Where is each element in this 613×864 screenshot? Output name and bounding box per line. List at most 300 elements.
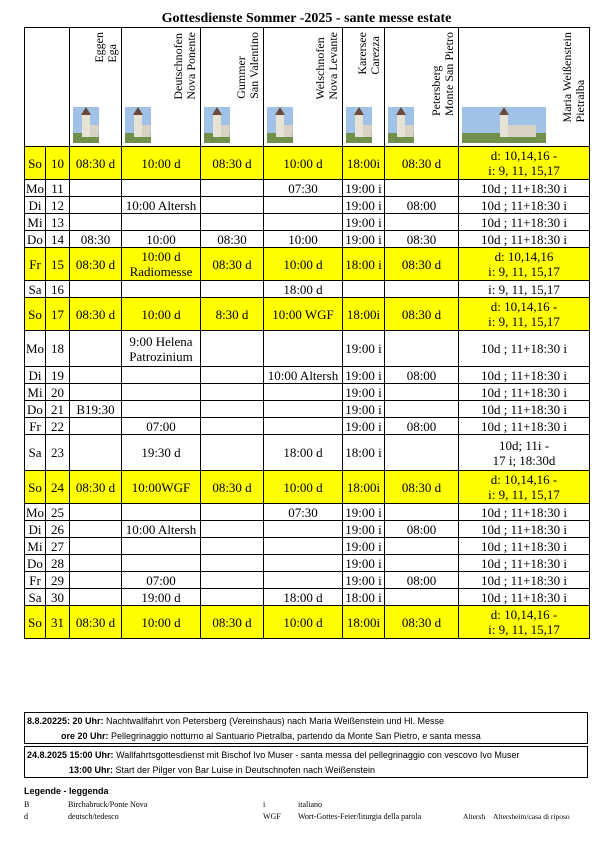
mass-time-cell-text: 19:00 i [345,504,382,520]
mass-time-cell [201,555,264,572]
mass-time-cell [201,214,264,231]
parish-name-it: Carezza [368,36,382,75]
weekday-cell-text: Di [28,197,42,213]
mass-time-cell [201,180,264,197]
date-cell [46,147,70,180]
weekday-cell-text: Mi [27,214,43,230]
date-cell [46,418,70,435]
date-cell [46,538,70,555]
date-cell [46,504,70,521]
weekday-row [25,435,590,471]
mass-time-cell [122,572,201,589]
church-photo [346,107,372,143]
weekday-cell [25,589,46,606]
weekday-cell-text: Sa [28,281,42,297]
mass-time-cell [70,248,122,281]
mass-time-cell-text: 19:00 d [141,589,181,605]
weekday-cell [25,401,46,418]
weekday-row [25,504,590,521]
mass-time-cell-text: 08:00 [406,572,437,588]
mass-time-cell [264,384,343,401]
mass-time-cell-text: 19:00 i [345,572,382,588]
mass-time-cell [343,197,385,214]
weekday-row [25,331,590,367]
date-cell [46,606,70,639]
weekday-cell [25,298,46,331]
mass-time-cell [122,331,201,367]
mass-time-cell [122,384,201,401]
mass-time-cell [201,197,264,214]
mass-time-cell [122,435,201,471]
mass-time-cell [70,231,122,248]
mass-time-cell-text: 8:30 d [215,306,249,322]
mass-time-cell-text: 10:00 Altersh [125,197,197,213]
date-cell-text: 12 [51,197,64,213]
mass-time-cell-text: 18:00i [346,614,381,630]
pietralba-cell-text: 10d ; 11+18:30 i [481,418,567,434]
sunday-row [25,298,590,331]
mass-time-cell [122,538,201,555]
mass-time-cell [70,589,122,606]
mass-time-cell [264,248,343,281]
date-cell [46,214,70,231]
mass-schedule-table [24,27,590,639]
weekday-cell [25,418,46,435]
pietralba-cell [459,231,590,248]
mass-time-cell-text: 08:30 d [212,479,252,495]
mass-time-cell [385,248,459,281]
weekday-cell [25,197,46,214]
mass-time-cell [70,147,122,180]
pietralba-cell [459,401,590,418]
pietralba-cell [459,248,590,281]
parish-name-de: Petersberg [429,65,443,116]
pietralba-cell [459,367,590,384]
weekday-row [25,589,590,606]
weekday-cell-text: Mi [27,538,43,554]
note-date: 8.8.20225: 20 Uhr: [27,716,104,726]
mass-time-cell [385,331,459,367]
mass-time-cell [264,589,343,606]
mass-time-cell [264,606,343,639]
mass-time-cell-text: 10:00 d [283,155,323,171]
mass-time-cell [70,555,122,572]
mass-time-cell [122,197,201,214]
mass-time-cell [264,231,343,248]
mass-time-cell [201,331,264,367]
mass-time-cell-text: 08:30 d [75,614,116,630]
mass-time-cell [264,572,343,589]
mass-time-cell-text: 07:00 [146,572,176,588]
pietralba-cell [459,197,590,214]
page-title: Gottesdienste Sommer -2025 - sante messe estate [161,11,452,26]
legend-key: Altersh [463,812,486,821]
pietralba-cell [459,538,590,555]
mass-time-cell [201,248,264,281]
church-photo [388,107,414,143]
church-photo [73,107,99,143]
mass-time-cell [385,521,459,538]
mass-time-cell-text: 18:00i [346,479,381,495]
mass-time-cell [264,471,343,504]
mass-time-cell-text: 07:30 [288,504,318,520]
mass-time-cell-text: 19:00 i [345,231,382,247]
sunday-row [25,471,590,504]
mass-time-cell [201,572,264,589]
mass-time-cell [343,231,385,248]
pietralba-cell-text: 10d ; 11+18:30 i [481,521,567,537]
mass-time-cell-text: 19:00 i [345,341,382,356]
mass-time-cell [343,606,385,639]
mass-time-cell [385,180,459,197]
pietralba-cell-line2: 17 i; 18:30d [492,452,556,468]
pietralba-cell [459,589,590,606]
mass-time-cell [264,418,343,435]
mass-time-cell-text: 08:00 [406,418,437,434]
pietralba-cell [459,435,590,471]
mass-time-cell [264,504,343,521]
parish-name-it: Monte San Pietro [442,32,456,116]
parish-header [201,28,264,147]
date-cell-text: 19 [51,367,64,383]
church-photo [462,107,546,143]
weekday-cell-text: Do [27,555,43,571]
legend-text: Altersheim/casa di riposo [493,812,570,821]
mass-time-cell [343,435,385,471]
mass-time-cell [201,435,264,471]
parish-name-de: Deutschnofen [171,33,185,100]
mass-time-cell-text: 10:00 [146,231,176,247]
parish-name-it: Ega [105,44,119,63]
mass-time-cell [264,367,343,384]
mass-time-cell [343,384,385,401]
weekday-row [25,197,590,214]
legend-key: i [263,800,266,809]
weekday-row [25,281,590,298]
sunday-row [25,147,590,180]
mass-time-cell-text: 19:00 i [345,367,382,383]
date-cell-text: 16 [51,281,64,297]
mass-time-cell [343,248,385,281]
weekday-cell-text: Fr [29,572,41,588]
weekday-cell [25,572,46,589]
mass-time-cell-text: 08:30 [80,231,111,247]
date-cell [46,572,70,589]
pietralba-cell [459,418,590,435]
pietralba-cell-text: d: 10,14,16 - [490,607,558,622]
mass-time-cell [343,572,385,589]
legend-text: Wort-Gottes-Feier/liturgia della parola [298,812,422,821]
mass-time-cell-text: 18:00 d [283,281,323,297]
mass-time-cell [201,504,264,521]
mass-time-cell [201,538,264,555]
weekday-cell-text: Fr [29,418,41,434]
mass-time-cell [70,298,122,331]
mass-time-cell-text: 19:00 i [345,401,382,417]
mass-time-cell [70,281,122,298]
date-cell-text: 28 [51,555,64,571]
weekday-cell [25,504,46,521]
mass-time-cell [122,298,201,331]
pietralba-cell [459,521,590,538]
mass-time-cell [264,281,343,298]
weekday-cell-text: So [28,614,42,630]
mass-time-cell [201,418,264,435]
mass-time-cell-text: 18:00 d [283,589,323,605]
weekday-cell-text: Mo [25,180,45,196]
mass-time-cell [264,521,343,538]
note-bishop-pilgrimage [24,746,588,778]
weekday-cell-text: Mi [27,384,43,400]
mass-time-cell [343,298,385,331]
weekday-cell [25,521,46,538]
date-cell-text: 31 [51,614,64,630]
pietralba-cell-text: 10d ; 11+18:30 i [481,538,567,554]
date-cell [46,435,70,471]
mass-time-cell [70,418,122,435]
mass-time-cell [385,538,459,555]
date-cell-text: 21 [51,401,64,417]
mass-time-cell [343,538,385,555]
parish-name [172,32,198,100]
mass-note: Patrozinium [129,348,193,364]
pietralba-cell-text: 10d ; 11+18:30 i [481,555,567,571]
weekday-cell-text: So [28,306,42,322]
parish-header [343,28,385,147]
note-night-pilgrimage [24,712,588,744]
pietralba-cell [459,281,590,298]
mass-time-cell [70,197,122,214]
church-photo [267,107,293,143]
weekday-cell-text: Sa [28,589,42,605]
mass-time-cell [343,180,385,197]
date-cell-text: 26 [51,521,64,537]
weekday-cell-text: So [28,155,42,171]
weekday-cell [25,180,46,197]
mass-time-cell [343,504,385,521]
mass-time-cell-text: 19:00 i [345,521,382,537]
pietralba-cell-line2: i: 9, 11, 15,17 [488,487,560,502]
mass-time-cell-text: 10:00 d [283,256,323,272]
mass-time-cell-text: 08:30 d [75,256,116,272]
sunday-row [25,248,590,281]
date-cell-text: 23 [51,445,64,460]
date-cell-text: 17 [51,306,64,322]
weekday-cell [25,538,46,555]
note-text: Wallfahrtsgottesdienst mit Bischof Ivo Muser - santa messa del pellegrinaggio con vescovo Ivo Muser [113,750,520,760]
mass-time-cell [122,214,201,231]
note-text: Pellegrinaggio notturno al Santuario Pietralba, partendo da Monte San Pietro, e santa messa [108,731,481,741]
mass-time-cell [70,471,122,504]
weekday-cell [25,214,46,231]
legend-title: Legende - leggenda [24,786,109,796]
mass-time-cell [385,281,459,298]
weekday-row [25,521,590,538]
mass-time-cell-text: 08:00 [406,367,437,383]
date-cell-text: 11 [51,180,64,196]
mass-time-cell [385,384,459,401]
pietralba-cell-text: 10d ; 11+18:30 i [481,589,567,605]
pietralba-cell-text: 10d ; 11+18:30 i [481,180,567,196]
pietralba-cell [459,555,590,572]
pietralba-cell-text: 10d ; 11+18:30 i [481,341,567,356]
date-cell [46,401,70,418]
mass-time-cell [385,504,459,521]
mass-time-cell-text: 19:00 i [345,418,382,434]
mass-time-cell [70,538,122,555]
mass-time-cell [385,418,459,435]
mass-time-cell-text: 18:00i [346,155,381,171]
mass-time-cell [343,471,385,504]
parish-name [561,32,587,122]
pietralba-cell-text: d: 10,14,16 - [490,148,558,163]
weekday-cell [25,435,46,471]
legend-text: italiano [298,800,322,809]
mass-time-cell-text: 18:00 i [345,256,382,272]
mass-time-cell [70,572,122,589]
weekday-cell [25,248,46,281]
mass-time-cell-text: 10:00 d [283,614,323,630]
mass-time-cell-text: 18:00 i [345,445,382,460]
mass-time-cell-text: 08:30 d [401,614,442,630]
date-cell-text: 10 [51,155,64,171]
weekday-cell-text: Mo [25,341,45,356]
mass-time-cell [385,435,459,471]
mass-time-cell-text: 08:30 d [75,155,116,171]
mass-time-cell [201,281,264,298]
date-cell-text: 18 [51,341,64,356]
pietralba-cell-text: 10d ; 11+18:30 i [481,572,567,588]
legend-key: WGF [263,812,281,821]
mass-time-cell [70,606,122,639]
note-time: ore 20 Uhr: [61,731,109,741]
mass-time-cell [385,298,459,331]
mass-time-cell-text: 9:00 Helena [129,333,193,349]
mass-time-cell-text: 10:00 d [283,479,323,495]
weekday-cell-text: Sa [28,445,42,460]
mass-time-cell [264,538,343,555]
mass-time-cell [264,298,343,331]
mass-time-cell [201,384,264,401]
date-cell-text: 25 [51,504,64,520]
weekday-cell [25,555,46,572]
mass-time-cell-text: 08:30 d [212,256,252,272]
weekday-cell-text: Di [28,367,42,383]
mass-time-cell-text: 08:30 d [401,256,442,272]
parish-name [235,32,261,99]
mass-time-cell [343,331,385,367]
mass-time-cell-text: 19:00 i [345,538,382,554]
pietralba-cell [459,384,590,401]
date-cell [46,281,70,298]
mass-time-cell-text: 19:00 i [345,214,382,230]
date-cell-text: 13 [51,214,64,230]
church-photo [125,107,151,143]
mass-time-cell [70,180,122,197]
weekday-cell [25,606,46,639]
mass-time-cell [343,281,385,298]
weekday-row [25,538,590,555]
pietralba-cell-line2: i: 9, 11, 15,17 [488,264,560,279]
date-cell-text: 24 [51,479,64,495]
mass-time-cell-text: 19:30 d [141,445,181,460]
mass-time-cell-text: 10:00 [288,231,318,247]
weekday-row [25,231,590,248]
mass-time-cell [343,147,385,180]
parish-name-it: San Valentino [247,32,261,99]
mass-time-cell [201,471,264,504]
date-cell [46,298,70,331]
pietralba-cell-text: 10d ; 11+18:30 i [481,504,567,520]
mass-time-cell [385,367,459,384]
mass-time-cell [201,521,264,538]
date-cell-text: 27 [51,538,64,554]
mass-time-cell [70,331,122,367]
parish-name-it: Nova Ponente [184,32,198,100]
mass-time-cell [122,504,201,521]
date-cell [46,231,70,248]
mass-time-cell-text: 08:00 [406,197,437,213]
weekday-cell-text: Do [27,401,43,417]
mass-time-cell [122,147,201,180]
mass-time-cell-text: B19:30 [76,401,115,417]
weekday-cell-text: Fr [29,256,41,272]
mass-time-cell [264,180,343,197]
mass-time-cell [264,147,343,180]
mass-time-cell [264,401,343,418]
mass-time-cell [70,214,122,231]
sunday-row [25,606,590,639]
parish-name-de: Welschnofen [313,37,327,100]
mass-time-cell [122,418,201,435]
mass-time-cell [70,401,122,418]
mass-time-cell [385,197,459,214]
date-cell [46,180,70,197]
mass-time-cell [343,418,385,435]
pietralba-cell [459,504,590,521]
mass-time-cell-text: 08:30 d [401,479,442,495]
mass-time-cell-text: 10:00 WGF [272,306,334,322]
pietralba-cell [459,331,590,367]
mass-time-cell [201,231,264,248]
pietralba-cell-text: i: 9, 11, 15,17 [488,281,560,297]
mass-time-cell [70,504,122,521]
parish-header [122,28,201,147]
weekday-row [25,418,590,435]
mass-time-cell-text: 10:00 d [141,155,181,171]
pietralba-cell-line2: i: 9, 11, 15,17 [488,314,560,329]
mass-time-cell-text: 07:30 [288,180,318,196]
pietralba-cell-text: d: 10,14,16 [494,249,554,264]
pietralba-cell [459,606,590,639]
parish-name-de: Maria Weißenstein [560,32,574,123]
mass-time-cell [201,606,264,639]
mass-time-cell [343,521,385,538]
mass-time-cell [70,435,122,471]
legend-key: B [24,800,30,809]
weekday-cell [25,471,46,504]
mass-time-cell [264,555,343,572]
mass-time-cell [122,589,201,606]
weekday-row [25,572,590,589]
weekday-row [25,214,590,231]
weekday-cell [25,331,46,367]
mass-time-cell [122,367,201,384]
mass-time-cell [70,384,122,401]
mass-time-cell-text: 18:00i [346,306,381,322]
legend-text: Birchabruck/Ponte Nova [68,800,148,809]
mass-time-cell-text: 10:00 d [141,614,181,630]
